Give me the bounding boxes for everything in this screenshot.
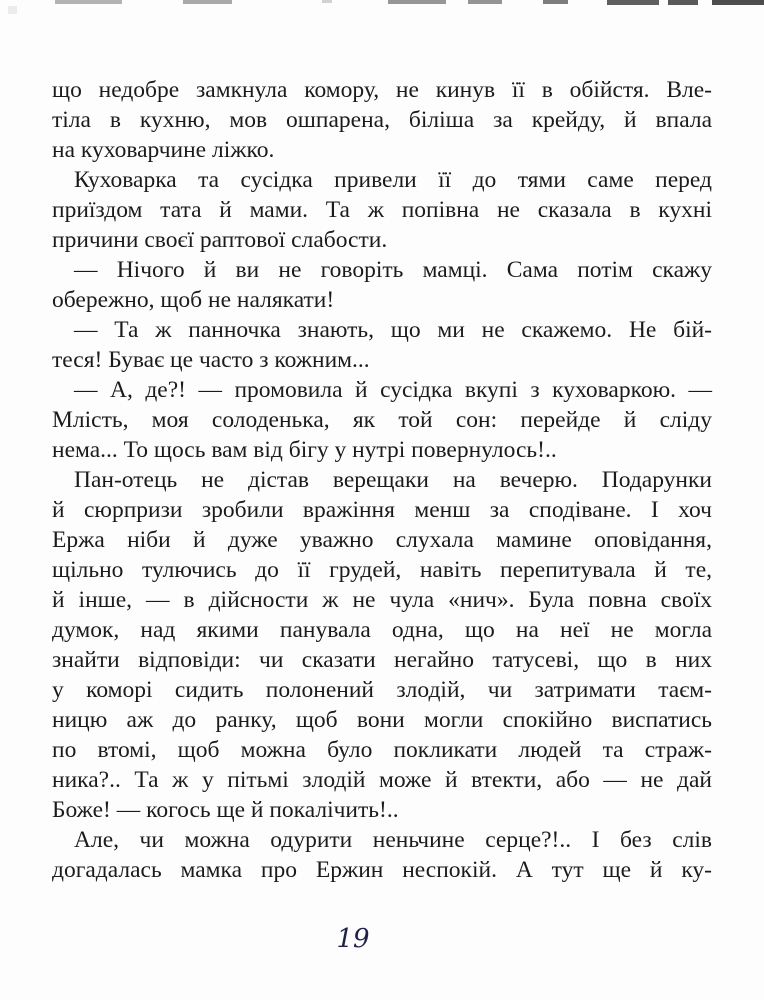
paragraph [52,375,712,465]
text-line: — Та ж панночка знають, що ми не скажемо. Не бій- [74,317,712,343]
page-text [52,75,712,885]
text-line: й інше, — в дійсности ж не чула «нич». Була повна своїх [52,587,712,613]
text-line: тіла в кухню, мов ошпарена, біліша за крейду, й впала [52,107,712,133]
text-line: Млість, моя солоденька, як той сон: перейде й сліду [52,407,712,433]
paragraph [52,465,712,825]
paragraph [52,825,712,885]
scan-speck [8,6,17,14]
text-line: нема... То щось вам від бігу у нутрі повернулось!.. [52,437,557,463]
text-line: по втомі, щоб можна було покликати людей та страж- [52,737,712,763]
text-line: що недобре замкнула комору, не кинув її в обійстя. Вле- [52,77,712,103]
text-line: Боже! — когось ще й покалічить!.. [52,797,399,823]
text-line: Куховарка та сусідка привели її до тями саме перед [74,167,712,193]
text-line: — А, де?! — промовила й сусідка вкупі з куховаркою. — [74,377,712,403]
text-line: щільно тулючись до її грудей, навіть перепитувала й те, [52,557,712,583]
text-line: знайти відповіди: чи сказати негайно татусеві, що в них [52,647,712,673]
page-number: 19 [336,924,370,954]
text-line: — Нічого й ви не говоріть мамці. Сама потім скажу [74,257,712,283]
text-line: ницю аж до ранку, щоб вони могли спокійно виспатись [52,707,712,733]
paragraph [52,255,712,315]
paragraph [52,315,712,375]
paragraph [52,165,712,255]
text-line: Ержа ніби й дуже уважно слухала мамине оповідання, [52,527,712,553]
text-line: догадалась мамка про Ержин неспокій. А тут ще й ку- [52,857,712,883]
text-line: приїздом тата й мами. Та ж попівна не сказала в кухні [52,197,712,223]
text-line: теся! Буває це часто з кожним... [52,347,370,373]
text-line: ника?.. Та ж у пітьмі злодій може й втекти, або — не дай [52,767,712,793]
text-line: думок, над якими панувала одна, що на неї не могла [52,617,712,643]
text-line: Пан-отець не дістав верещаки на вечерю. Подарунки [74,467,712,493]
text-line: й сюрпризи зробили вражіння менш за сподіване. І хоч [52,497,712,523]
text-line: на куховарчине ліжко. [52,137,275,163]
text-line: у коморі сидить полонений злодій, чи затримати таєм- [52,677,712,703]
scan-artifact-top [0,0,764,6]
text-line: причини своєї раптової слабости. [52,227,388,253]
paragraph [52,75,712,165]
text-line: обережно, щоб не налякати! [52,287,335,313]
text-line: Але, чи можна одурити неньчине серце?!.. І без слів [74,827,712,853]
